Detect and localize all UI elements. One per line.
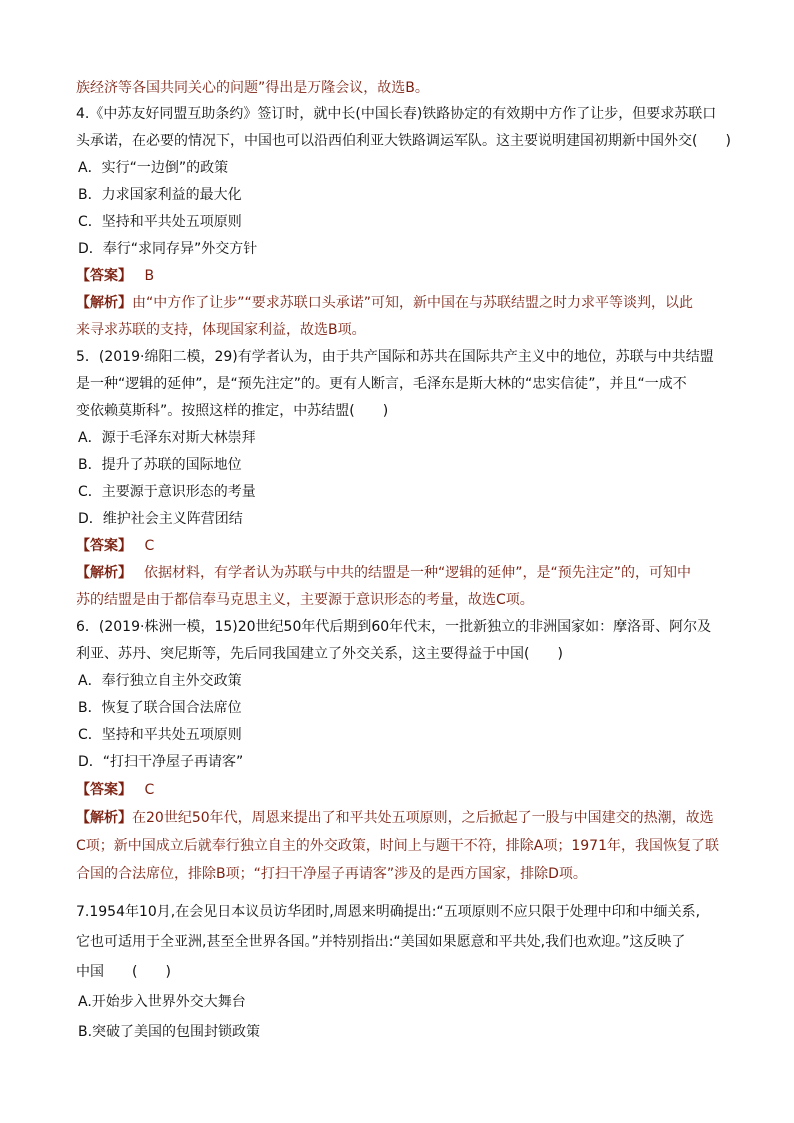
q6-stem-line1: 6．(2019·株洲一模，15)20世纪50年代后期到60年代末，一批新独立的非洲国家如：摩洛哥、阿尔及 [76,619,712,635]
q5-answer [76,536,154,556]
analysis-text: 由“中方作了让步”“要求苏联口头承诺”可知，新中国在与苏联结盟之时力求平等谈判，以此 [132,295,694,311]
q4-option-a: A．实行“一边倒”的政策 [78,160,229,176]
q6-analysis-line1 [76,808,714,828]
q4-analysis-line1 [76,293,693,313]
q5-stem-line1: 5．(2019·绵阳二模，29)有学者认为，由于共产国际和苏共在国际共产主义中的地位，苏联与中共结盟 [76,349,714,365]
q4-option-c: C．坚持和平共处五项原则 [78,214,242,230]
answer-value: C [144,538,155,554]
q6-answer [76,780,154,800]
q4-answer [76,266,154,286]
q4-stem-line1: 4.《中苏友好同盟互助条约》签订时，就中长(中国长春)铁路协定的有效期中方作了让步，但要求苏联口 [76,106,717,122]
answer-label: 【答案】 [76,538,132,554]
q3-analysis-tail: 族经济等各国共同关心的问题”得出是万隆会议，故选B。 [76,80,429,96]
answer-label: 【答案】 [76,268,132,284]
q6-option-d: D．“打扫干净屋子再请客” [78,754,244,770]
answer-label: 【答案】 [76,782,132,798]
q4-option-d: D．奉行“求同存异”外交方针 [78,241,258,257]
q6-option-c: C．坚持和平共处五项原则 [78,727,242,743]
analysis-text: 依据材料，有学者认为苏联与中共的结盟是一种“逻辑的延伸”，是“预先注定”的，可知中 [144,565,692,581]
answer-value: C [144,782,155,798]
q5-stem-line2: 是一种“逻辑的延伸”，是“预先注定”的。更有人断言，毛泽东是斯大林的“忠实信徒”，并且“一成不 [76,376,687,392]
q6-option-b: B．恢复了联合国合法席位 [78,700,242,716]
q7-stem-line3: 中国 ( ) [76,964,171,980]
q5-option-b: B．提升了苏联的国际地位 [78,457,242,473]
q4-analysis-line2: 来寻求苏联的支持，体现国家利益，故选B项。 [76,322,366,338]
q6-analysis-line2: C项；新中国成立后就奉行独立自主的外交政策，时间上与题干不符，排除A项；1971年，我国恢复了联 [76,838,719,854]
answer-value: B [144,268,155,284]
q4-stem-line2: 头承诺，在必要的情况下，中国也可以沿西伯利亚大铁路调运军队。这主要说明建国初期新中国外交( ) [76,133,731,149]
q5-stem-line3: 变依赖莫斯科”。按照这样的推定，中苏结盟( ) [76,403,389,419]
analysis-text: 在20世纪50年代，周恩来提出了和平共处五项原则，之后掀起了一股与中国建交的热潮，故选 [132,810,714,826]
q5-option-d: D．维护社会主义阵营团结 [78,511,243,527]
q7-option-a: A.开始步入世界外交大舞台 [78,994,246,1010]
q5-analysis-line2: 苏的结盟是由于都信奉马克思主义，主要源于意识形态的考量，故选C项。 [76,592,534,608]
q6-option-a: A．奉行独立自主外交政策 [78,673,242,689]
q6-stem-line2: 利亚、苏丹、突尼斯等，先后同我国建立了外交关系，这主要得益于中国( ) [76,646,563,662]
q5-analysis-line1 [76,563,691,583]
analysis-label: 【解析】 [76,810,132,826]
analysis-label: 【解析】 [76,565,132,581]
q5-option-c: C．主要源于意识形态的考量 [78,484,256,500]
q5-option-a: A．源于毛泽东对斯大林崇拜 [78,430,256,446]
q7-option-b: B.突破了美国的包围封锁政策 [78,1024,261,1040]
q4-option-b: B．力求国家利益的最大化 [78,187,242,203]
analysis-label: 【解析】 [76,295,132,311]
q7-stem-line1: 7.1954年10月,在会见日本议员访华团时,周恩来明确提出:“五项原则不应只限于处理中印和中缅关系, [76,904,701,920]
q7-stem-line2: 它也可适用于全亚洲,甚至全世界各国。”并特别指出:“美国如果愿意和平共处,我们也欢迎。”这反映了 [76,934,686,950]
q6-analysis-line3: 合国的合法席位，排除B项；“打扫干净屋子再请客”涉及的是西方国家，排除D项。 [76,866,587,882]
